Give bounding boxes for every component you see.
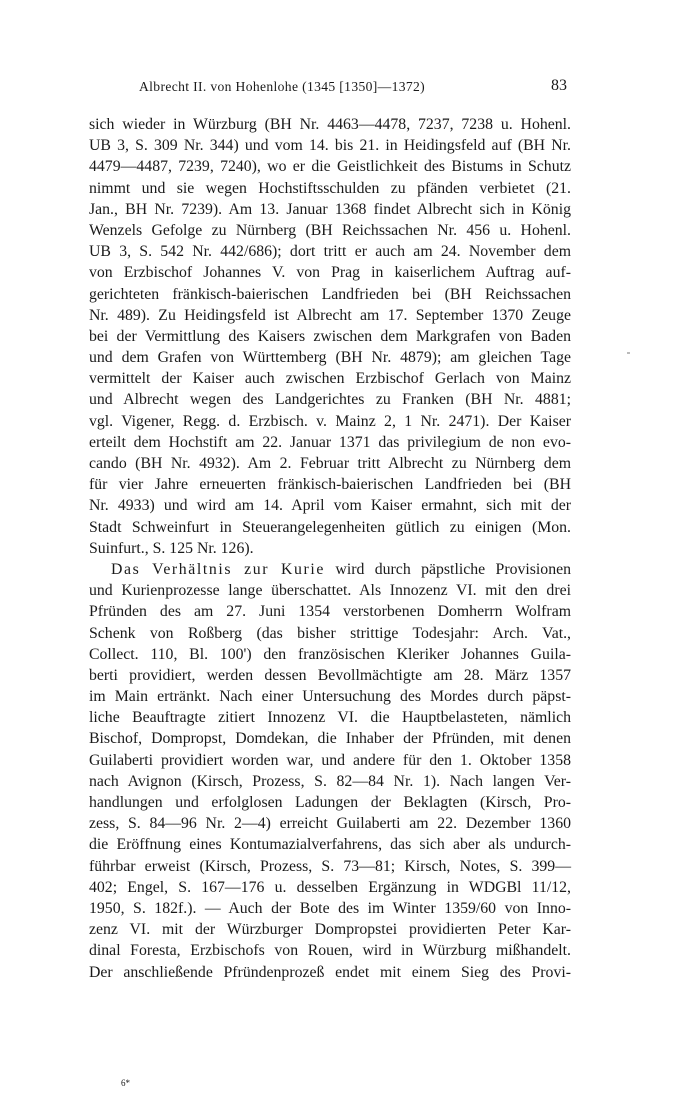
text-line: [89, 559, 571, 580]
paragraph-2: [89, 559, 571, 983]
text-line: cando (BH Nr. 4932). Am 2. Februar tritt Albrecht zu Nürnberg dem: [89, 455, 571, 472]
text-line: vgl. Vigener, Regg. d. Erzbisch. v. Mainz 2, 1 Nr. 2471). Der Kaiser: [89, 412, 571, 430]
page-number: 83: [551, 77, 567, 94]
text-line: Jan., BH Nr. 7239). Am 13. Januar 1368 findet Albrecht sich in König: [89, 200, 571, 218]
text-line: vermittelt der Kaiser auch zwischen Erzbischof Gerlach von Mainz: [89, 370, 571, 388]
text-line: Collect. 110, Bl. 100') den französischen Kleriker Johannes Guila-: [89, 645, 571, 663]
text-line: UB 3, S. 542 Nr. 442/686); dort tritt er auch am 24. November dem: [89, 243, 571, 261]
text-line: erteilt dem Hochstift am 22. Januar 1371 das privilegium de non evo-: [89, 433, 571, 451]
section-emphasis: Das Verhältnis zur Kurie: [111, 560, 326, 578]
text-line: Schenk von Roßberg (das bisher strittige Todesjahr: Arch. Vat.,: [89, 624, 571, 642]
text-line: zenz VI. mit der Würzburger Dompropstei providierten Peter Kar-: [89, 921, 571, 939]
running-title: Albrecht II. von Hohenlohe (1345 [1350]—1372): [139, 79, 426, 94]
running-header: [0, 77, 700, 101]
text-line: führbar erweist (Kirsch, Prozess, S. 73—81; Kirsch, Notes, S. 399—: [89, 857, 571, 875]
paragraph-1: [89, 114, 571, 559]
text-line: Stadt Schweinfurt in Steuerangelegenheiten gütlich zu einigen (Mon.: [89, 518, 571, 536]
text-line: dinal Foresta, Erzbischofs von Rouen, wird in Würzburg mißhandelt.: [89, 942, 571, 960]
text-line: berti providiert, werden dessen Bevollmächtigte am 28. März 1357: [89, 666, 571, 684]
text-line: nach Avignon (Kirsch, Prozess, S. 82—84 Nr. 1). Nach langen Ver-: [89, 772, 571, 790]
text-line: Pfründen des am 27. Juni 1354 verstorbenen Domherrn Wolfram: [89, 603, 571, 621]
text-line: handlungen und erfolglosen Ladungen der Beklagten (Kirsch, Pro-: [89, 794, 571, 811]
signature-mark: 6*: [121, 1078, 130, 1088]
text-line: liche Beauftragte zitiert Innozenz VI. die Hauptbelasteten, nämlich: [89, 709, 571, 727]
text-line: und dem Grafen von Württemberg (BH Nr. 4879); am gleichen Tage: [89, 349, 571, 367]
text-line: bei der Vermittlung des Kaisers zwischen dem Markgrafen von Baden: [89, 327, 571, 345]
text-line: 1950, S. 182f.). — Auch der Bote des im Winter 1359/60 von Inno-: [89, 899, 571, 917]
text-line: Nr. 4933) und wird am 14. April vom Kaiser ermahnt, sich mit der: [89, 497, 571, 515]
text-line: und Kurienprozesse lange überschattet. Als Innozenz VI. mit den drei: [89, 582, 571, 600]
text-line: die Eröffnung eines Kontumazialverfahrens, das sich aber als undurch-: [89, 836, 571, 854]
text-line: Bischof, Dompropst, Domdekan, die Inhaber der Pfründen, mit denen: [89, 730, 571, 748]
text-line: im Main ertränkt. Nach einer Untersuchung des Mordes durch päpst-: [89, 688, 571, 706]
text-line: gerichteten fränkisch-baierischen Landfrieden bei (BH Reichssachen: [89, 285, 571, 303]
text-line: Der anschließende Pfründenprozeß endet mit einem Sieg des Provi-: [89, 963, 571, 981]
text-line: 4479—4487, 7239, 7240), wo er die Geistlichkeit des Bistums in Schutz: [89, 158, 571, 176]
text-line: sich wieder in Würzburg (BH Nr. 4463—4478, 7237, 7238 u. Hohenl.: [89, 116, 571, 133]
text-line: Suinfurt., S. 125 Nr. 126).: [89, 539, 254, 557]
text-line: UB 3, S. 309 Nr. 344) und vom 14. bis 21. in Heidingsfeld auf (BH Nr.: [89, 137, 571, 155]
body-text: [89, 114, 571, 983]
text-line: für vier Jahre erneuerten fränkisch-baierischen Landfrieden bei (BH: [89, 476, 571, 494]
text-line: von Erzbischof Johannes V. von Prag in kaiserlichem Auftrag auf-: [89, 264, 571, 282]
margin-speck: [627, 352, 630, 354]
text-line: Wenzels Gefolge zu Nürnberg (BH Reichssachen Nr. 456 u. Hohenl.: [89, 221, 571, 239]
text-line: Guilaberti providiert worden war, und andere für den 1. Oktober 1358: [89, 751, 571, 769]
text-line: 402; Engel, S. 167—176 u. desselben Ergänzung in WDGBl 11/12,: [89, 878, 571, 896]
text-line: zess, S. 84—96 Nr. 2—4) erreicht Guilaberti am 22. Dezember 1360: [89, 815, 571, 833]
text-run: wird durch päpstliche Provisionen: [325, 560, 572, 578]
text-line: und Albrecht wegen des Landgerichtes zu Franken (BH Nr. 4881;: [89, 391, 571, 409]
text-line: nimmt und sie wegen Hochstiftsschulden zu pfänden verbietet (21.: [89, 179, 571, 197]
text-line: Nr. 489). Zu Heidingsfeld ist Albrecht am 17. September 1370 Zeuge: [89, 306, 571, 324]
